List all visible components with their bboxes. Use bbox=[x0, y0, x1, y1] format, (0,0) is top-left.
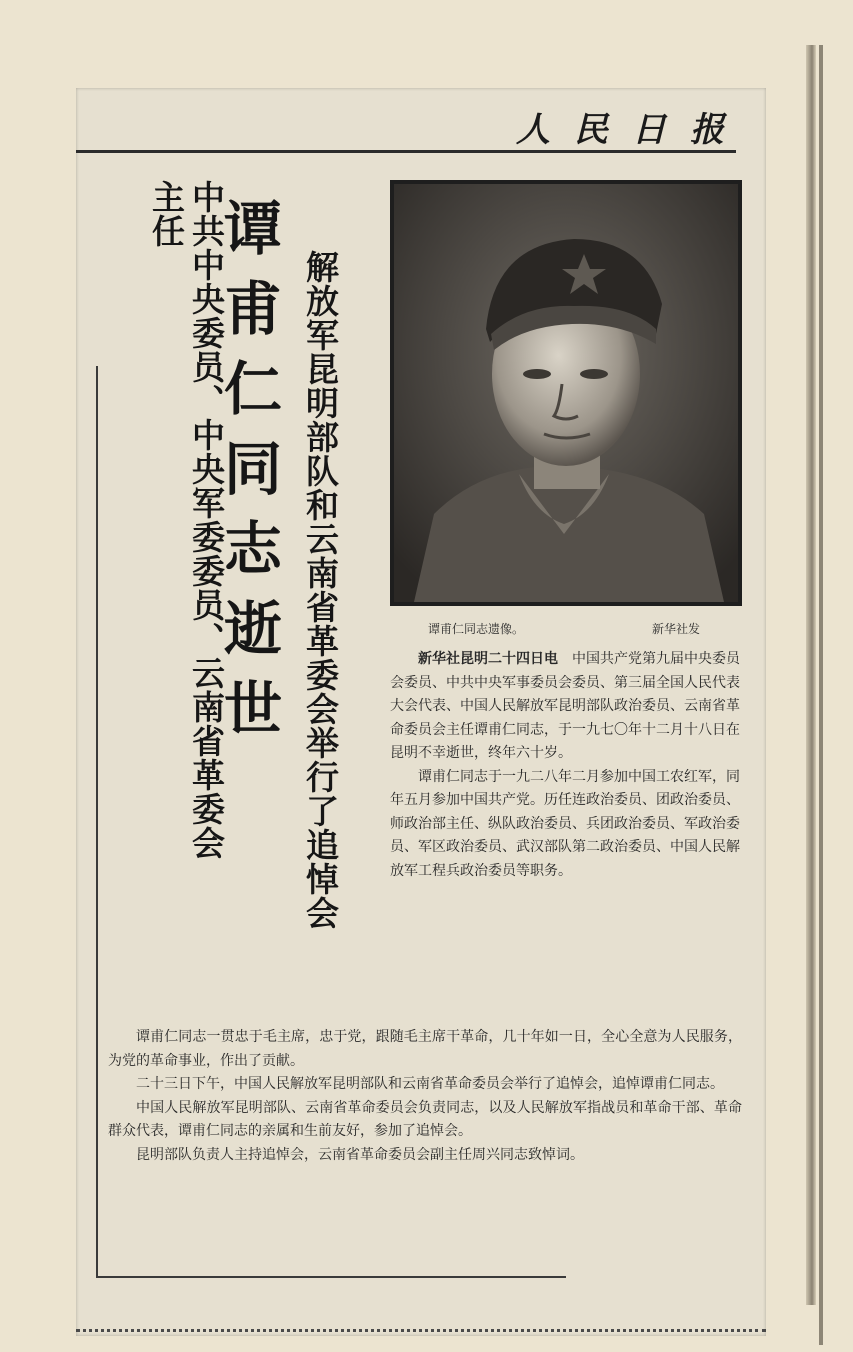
newspaper-clipping bbox=[76, 88, 766, 1336]
article-body-upper bbox=[390, 648, 740, 883]
frame-line-bottom bbox=[96, 1276, 566, 1278]
dateline: 新华社昆明二十四日电 bbox=[418, 651, 558, 667]
page-edge bbox=[806, 45, 816, 1305]
photo-credit: 新华社发 bbox=[652, 622, 701, 636]
article-paragraph: 谭甫仁同志于一九二八年二月参加中国工农红军，同年五月参加中国共产党。历任连政治委员、团政治委员、师政治部主任、纵队政治委员、兵团政治委员、军政治委员、军区政治委员、武汉部队第二政治委员、中国人民解放军工程兵政治委员等职务。 bbox=[390, 768, 740, 879]
frame-line-left bbox=[96, 366, 98, 1278]
masthead: 人民日报 bbox=[516, 110, 748, 150]
main-title: 谭甫仁同志逝世 bbox=[214, 198, 282, 758]
article-paragraph: 二十三日下午，中国人民解放军昆明部队和云南省革命委员会举行了追悼会，追悼谭甫仁同志。 bbox=[136, 1076, 724, 1092]
subtitle-left: 中共中央委员、中央军委委员、云南省革委会主任 bbox=[147, 180, 226, 860]
page-edge-line bbox=[819, 45, 823, 1345]
bottom-border bbox=[76, 1325, 766, 1332]
article-body-lower bbox=[108, 1026, 742, 1167]
portrait-photo bbox=[390, 180, 742, 606]
portrait-image bbox=[394, 184, 738, 602]
article-paragraph: 中国人民解放军昆明部队、云南省革命委员会负责同志，以及人民解放军指战员和革命干部、革命群众代表，谭甫仁同志的亲属和生前友好，参加了追悼会。 bbox=[108, 1099, 742, 1139]
article-paragraph-text: 中国共产党第九届中央委员会委员、中共中央军事委员会委员、第三届全国人民代表大会代表、中国人民解放军昆明部队政治委员、云南省革命委员会主任谭甫仁同志，于一九七〇年十二月十八日在昆明不幸逝世，终年六十岁。 bbox=[390, 651, 740, 761]
subtitle-right: 解放军昆明部队和云南省革委会举行了追悼会 bbox=[301, 250, 340, 930]
article-paragraph bbox=[390, 648, 740, 766]
photo-caption: 谭甫仁同志遗像。 bbox=[428, 622, 525, 636]
header-rule bbox=[76, 150, 736, 153]
article-paragraph: 昆明部队负责人主持追悼会，云南省革命委员会副主任周兴同志致悼词。 bbox=[136, 1146, 584, 1163]
article-paragraph: 谭甫仁同志一贯忠于毛主席，忠于党，跟随毛主席干革命，几十年如一日，全心全意为人民服务，为党的革命事业，作出了贡献。 bbox=[108, 1029, 742, 1069]
